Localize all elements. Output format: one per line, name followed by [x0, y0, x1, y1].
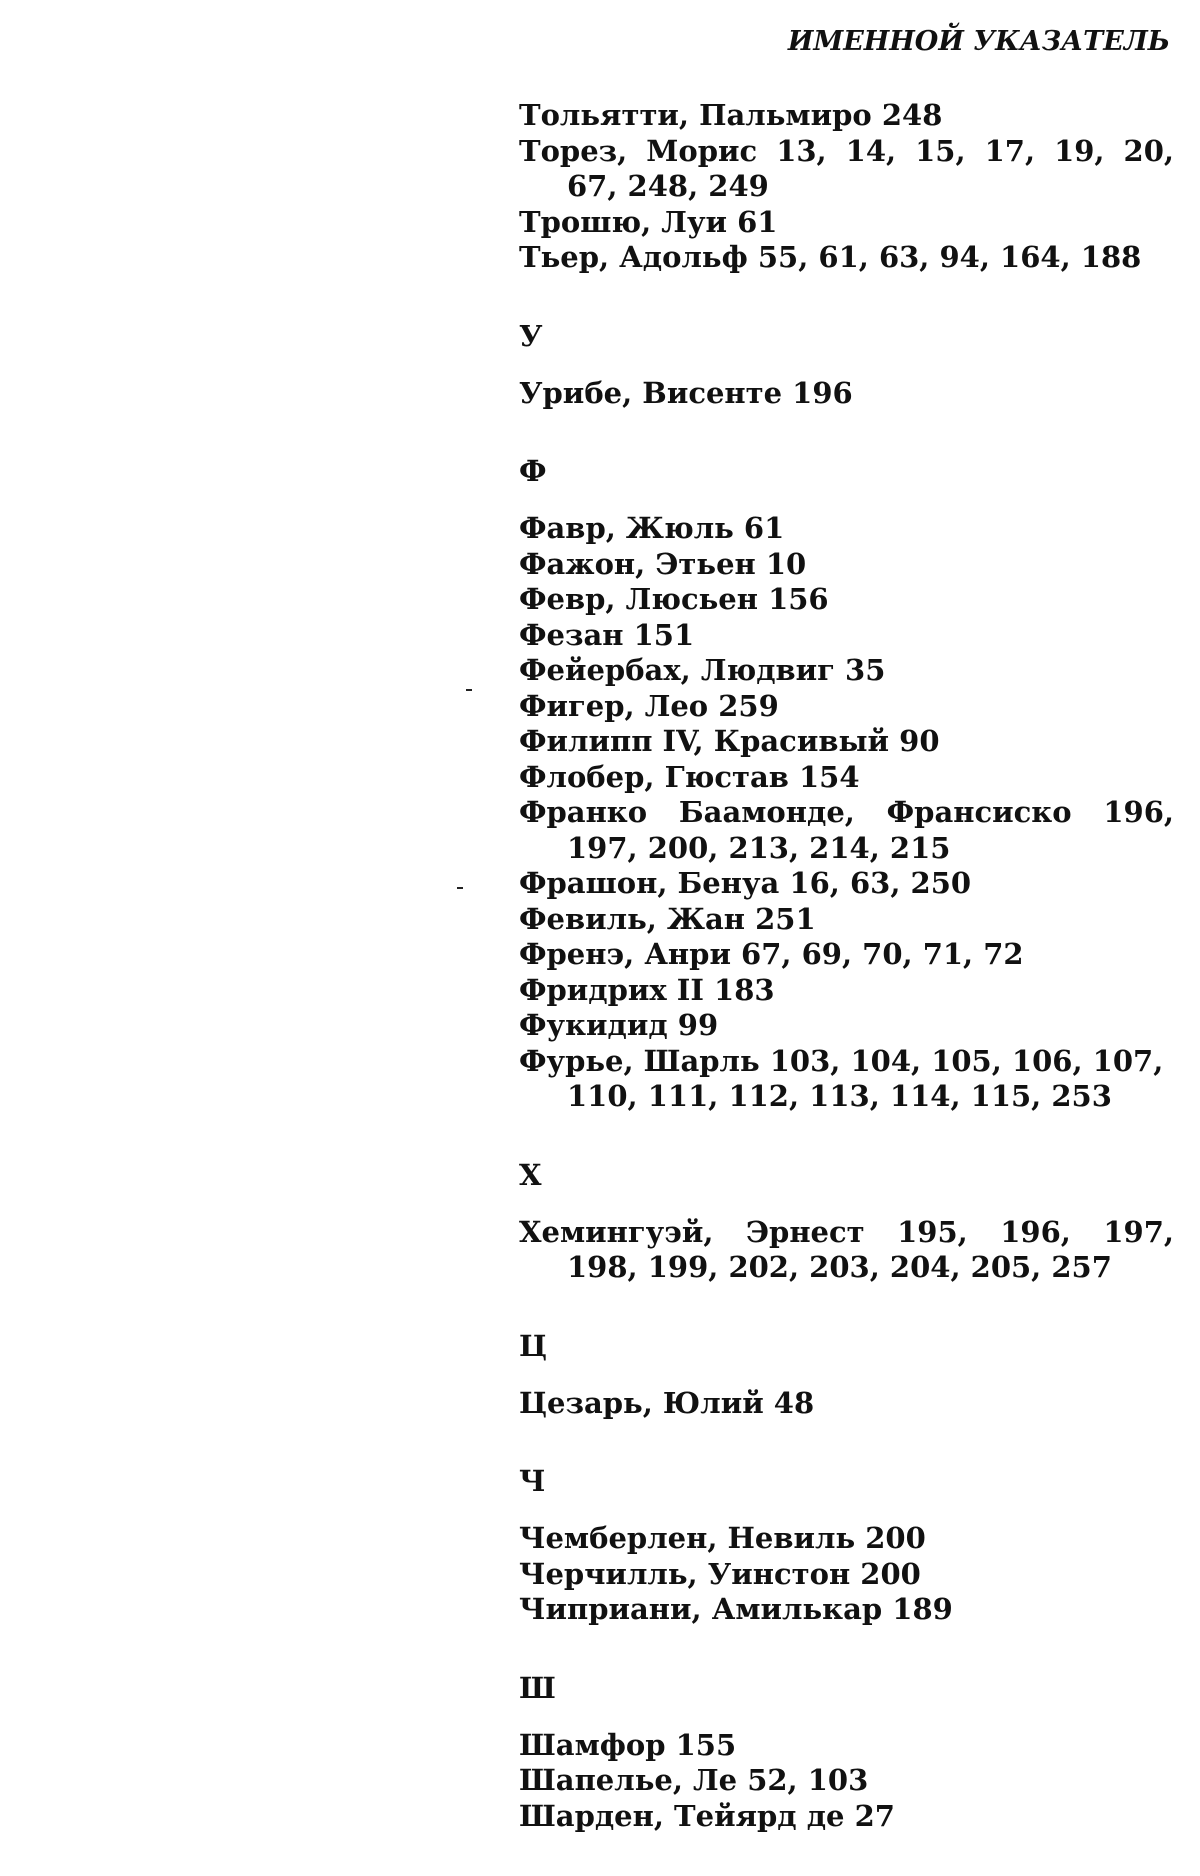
index-section	[519, 1463, 1174, 1628]
entry-first-line: Фажон, Этьен 10	[519, 546, 807, 581]
index-entry	[519, 1044, 1174, 1115]
index-section	[519, 318, 1174, 412]
section-letter: Ч	[519, 1464, 546, 1498]
entry-first-line: Френэ, Анри 67, 69, 70, 71, 72	[519, 937, 1024, 971]
entry-first-line	[519, 1215, 1174, 1251]
section-letter: Х	[519, 1157, 542, 1192]
entry-word: Эрнест	[745, 1214, 865, 1249]
entry-first-line: Шарден, Тейярд де 27	[519, 1798, 895, 1833]
entry-word: Франко	[519, 795, 648, 829]
entry-first-line: Февр, Люсьен 156	[519, 582, 829, 616]
entry-first-line: Фигер, Лео 259	[519, 688, 779, 723]
index-entry	[519, 1592, 1174, 1628]
entry-first-line: Фавр, Жюль 61	[519, 511, 785, 545]
entry-continuation: 198, 199, 202, 203, 204, 205, 257	[567, 1250, 1112, 1284]
entry-word: 19,	[1054, 133, 1105, 168]
running-head: ИМЕННОЙ УКАЗАТЕЛЬ	[787, 26, 1170, 57]
entry-first-line: Фейербах, Людвиг 35	[519, 653, 886, 687]
entry-word: 14,	[845, 133, 897, 168]
entry-first-line	[519, 134, 1174, 170]
entry-first-line: Фридрих II 183	[519, 972, 775, 1007]
entry-continuation: 67, 248, 249	[567, 169, 769, 203]
index-entry	[519, 1763, 1174, 1799]
entry-first-line: Фурье, Шарль 103, 104, 105, 106, 107,	[519, 1043, 1164, 1078]
index-column	[519, 98, 1174, 1876]
entry-first-line: Фукидид 99	[519, 1008, 719, 1042]
entry-word: Хемингуэй,	[519, 1214, 714, 1249]
index-entry	[519, 902, 1174, 938]
index-entry	[519, 547, 1174, 583]
index-entry	[519, 618, 1174, 654]
entry-first-line: Тьер, Адольф 55, 61, 63, 94, 164, 188	[519, 240, 1142, 274]
index-entry	[519, 582, 1174, 618]
entry-word: Баамонде,	[678, 795, 855, 829]
entry-first-line: Шапелье, Ле 52, 103	[519, 1763, 869, 1797]
entry-first-line: Цезарь, Юлий 48	[519, 1385, 815, 1420]
entry-word: 196,	[1103, 795, 1174, 829]
section-letter: Ф	[519, 454, 547, 488]
entry-word: 17,	[984, 133, 1036, 168]
entry-first-line: Чиприани, Амилькар 189	[519, 1592, 953, 1626]
stray-mark	[466, 689, 472, 691]
entry-first-line: Урибе, Висенте 196	[519, 375, 853, 410]
index-entry	[519, 653, 1174, 689]
entry-word: 196,	[1000, 1214, 1071, 1249]
index-section	[519, 1157, 1174, 1286]
index-entry	[519, 205, 1174, 241]
index-entry	[519, 1008, 1174, 1044]
index-entry	[519, 376, 1174, 412]
entry-first-line: Флобер, Гюстав 154	[519, 759, 860, 794]
entry-first-line: Фрашон, Бенуа 16, 63, 250	[519, 866, 972, 900]
index-entry	[519, 1557, 1174, 1593]
index-entry	[519, 134, 1174, 205]
index-entry	[519, 1521, 1174, 1557]
entry-word: Торез,	[519, 133, 628, 168]
index-entry	[519, 689, 1174, 725]
index-section	[519, 1328, 1174, 1422]
index-entry	[519, 724, 1174, 760]
entry-first-line: Февиль, Жан 251	[519, 901, 816, 936]
index-entry	[519, 1386, 1174, 1422]
section-letter: У	[519, 318, 543, 353]
index-section	[519, 98, 1174, 276]
index-entry	[519, 98, 1174, 134]
entry-first-line: Шамфор 155	[519, 1727, 737, 1762]
entry-first-line: Филипп IV, Красивый 90	[519, 724, 940, 758]
entry-first-line: Тольятти, Пальмиро 248	[519, 98, 943, 132]
section-letter: Ш	[519, 1670, 556, 1705]
entry-first-line: Фезан 151	[519, 617, 695, 652]
entry-word: 197,	[1103, 1214, 1174, 1249]
stray-mark	[457, 887, 463, 889]
entry-first-line	[519, 795, 1174, 831]
entry-word: 195,	[897, 1214, 968, 1249]
index-entry	[519, 1728, 1174, 1764]
entry-word: 20,	[1123, 133, 1174, 168]
entry-continuation: 110, 111, 112, 113, 114, 115, 253	[567, 1079, 1112, 1113]
index-entry	[519, 1799, 1174, 1835]
index-entry	[519, 973, 1174, 1009]
entry-continuation: 197, 200, 213, 214, 215	[567, 830, 951, 865]
entry-word: 13,	[776, 133, 827, 168]
entry-first-line: Чемберлен, Невиль 200	[519, 1521, 926, 1555]
index-entry	[519, 1215, 1174, 1286]
index-entry	[519, 511, 1174, 547]
index-entry	[519, 795, 1174, 866]
index-entry	[519, 760, 1174, 796]
index-entry	[519, 240, 1174, 276]
index-entry	[519, 937, 1174, 973]
index-section	[519, 1670, 1174, 1835]
index-entry	[519, 866, 1174, 902]
entry-word: Морис	[646, 133, 758, 168]
entry-first-line: Трошю, Луи 61	[519, 204, 778, 239]
entry-word: 15,	[915, 133, 966, 168]
entry-word: Франсиско	[886, 795, 1072, 829]
section-letter: Ц	[519, 1328, 548, 1363]
index-section	[519, 453, 1174, 1115]
entry-first-line: Черчилль, Уинстон 200	[519, 1556, 921, 1591]
